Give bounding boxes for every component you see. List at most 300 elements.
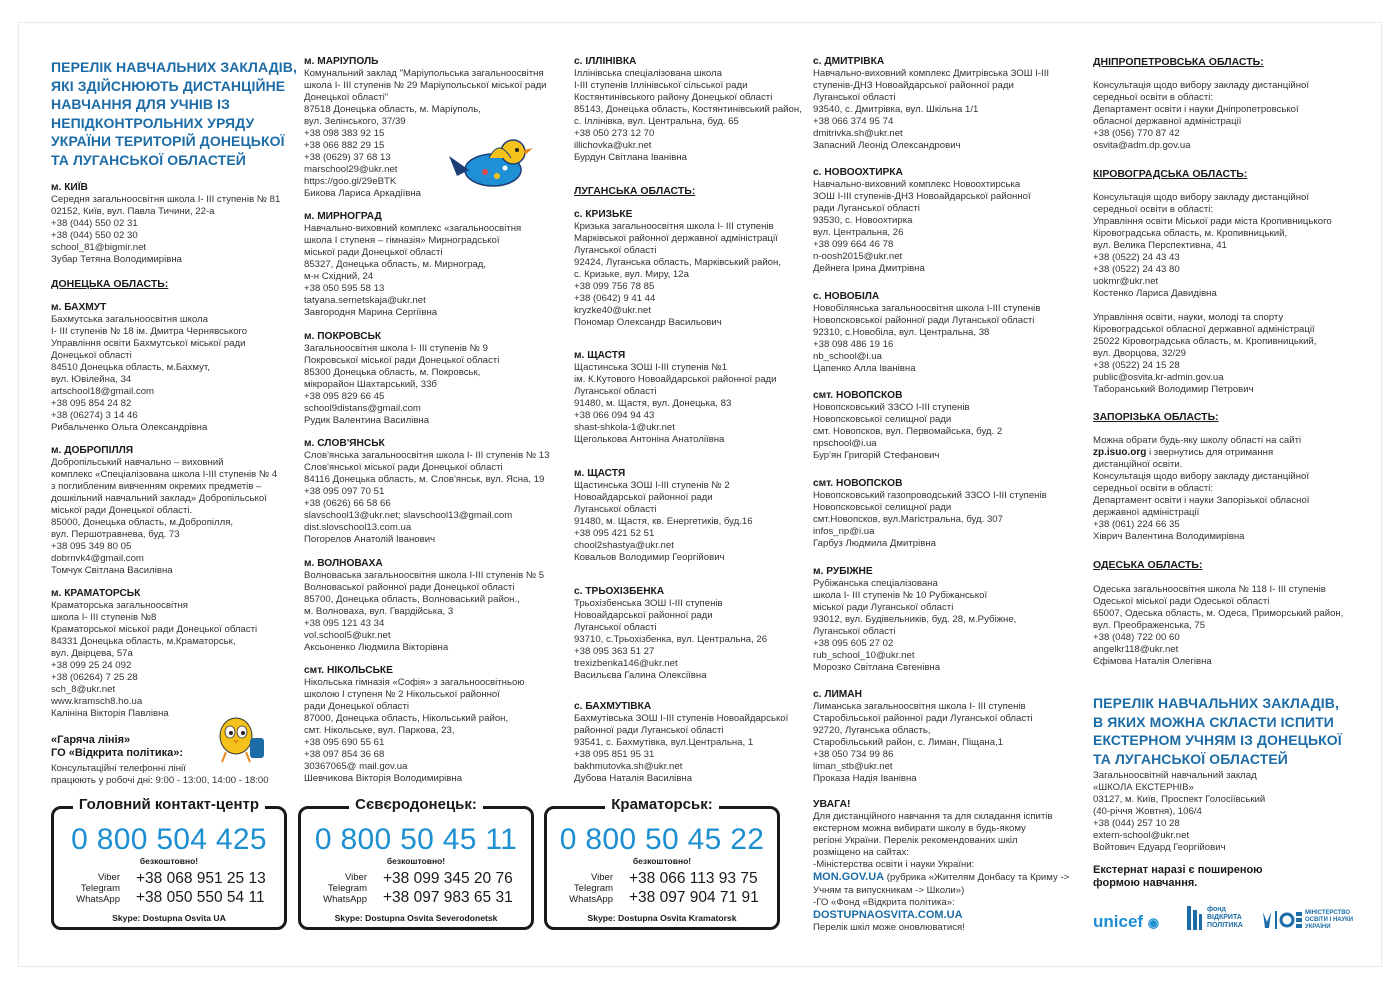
box-title	[54, 796, 284, 814]
entry-line: +38 095 363 51 27	[574, 646, 655, 657]
entry-pokrovsk	[304, 331, 499, 427]
entry-line: Костянтинівського району Донецької області	[574, 92, 773, 103]
entry-city: с. НОВОБІЛА	[813, 291, 880, 302]
entry-line: +38 (044) 550 02 31	[51, 218, 138, 229]
text-line: працюють у робочі дні: 9:00 - 13:00, 14:00 - 18:00	[51, 775, 269, 786]
text-line: -ГО «Фонд «Відкрита політика»:	[813, 896, 955, 908]
free-label: безкоштовно!	[139, 856, 199, 866]
warning-lines-mid	[813, 885, 1088, 909]
text-line: екстерном можна вибирати школу в будь-якому	[813, 823, 1026, 835]
entry-line: Войтович Едуард Георгійович	[1093, 842, 1226, 853]
vp-logo-text	[1207, 906, 1243, 930]
entry-line: Шевчикова Вікторія Володимирівна	[304, 773, 463, 784]
vidkryta-polityka-logo	[1185, 902, 1251, 934]
entry-line: +38 050 273 12 70	[574, 128, 655, 139]
entry-line: Управління освіти, науки, молоді та спорту	[1093, 312, 1284, 323]
skype-id: Skype: Dostupna Osvita Kramatorsk	[587, 913, 737, 923]
site-zp-isuo-link[interactable]: zp.isuo.org	[1093, 447, 1147, 458]
entry-line: Нікольська гімназія «Софія» з загальноосвітньою	[304, 677, 525, 688]
entry-line[interactable]: sch_8@ukr.net	[51, 684, 116, 695]
entry-line: вул. Зелінського, 37/39	[304, 116, 406, 127]
mon-logo-text	[1305, 910, 1363, 931]
region-odesa: ОДЕСЬКА ОБЛАСТЬ:	[1093, 559, 1203, 571]
entry-line: Консультація щодо вибору закладу дистанційної	[1093, 80, 1310, 91]
entry-line: міської ради Донецької області	[304, 247, 443, 258]
entry-city: м. ЩАСТЯ	[574, 350, 626, 361]
messenger-number[interactable]: +38 097 904 71 91	[629, 889, 759, 906]
messenger-numbers[interactable]	[136, 869, 266, 907]
entry-line[interactable]: dmitrivka.sh@ukr.net	[813, 128, 903, 139]
entry-line: Луганської області	[574, 622, 657, 633]
entry-line: 85327, Донецька область, м. Мирноград,	[304, 259, 487, 270]
entry-line: школа I- III ступенів № 10 Рубіжанської	[813, 590, 988, 601]
entry-line: Марківської районної державної адміністрації	[574, 233, 778, 244]
entry-trokhizbenka	[574, 586, 767, 682]
site-dostupnaosvita-link[interactable]: DOSTUPNAOSVITA.COM.UA	[813, 908, 963, 921]
entry-line: +38 099 664 46 78	[813, 239, 894, 250]
entry-line: ім. К.Кутового Новоайдарської районної ради	[574, 374, 777, 385]
entry-kirovohrad-1	[1093, 192, 1332, 300]
entry-line: Новопсковської селищної ради	[813, 502, 952, 513]
entry-line: 84116 Донецька область, м. Слов'янськ, вул. Ясна, 19	[304, 474, 545, 485]
entry-line: районної ради Луганської області	[574, 725, 724, 736]
mon-emblem-icon	[1259, 908, 1303, 932]
entry-ilinivka	[574, 56, 802, 164]
entry-line[interactable]: rub_school_10@ukr.net	[813, 650, 915, 661]
entry-line: Волноваської районної ради Донецької області	[304, 582, 515, 593]
mon-logo	[1259, 908, 1363, 932]
entry-line: 92720, Луганська область,	[813, 725, 931, 736]
entry-city: м. ЩАСТЯ	[574, 468, 626, 479]
entry-line[interactable]: school9distans@gmail.com	[304, 403, 421, 414]
text-line: Учням та випускникам -> Школи»)	[813, 884, 965, 896]
entry-line: Щеголькова Антоніна Анатоліївна	[574, 434, 725, 445]
text-line: Консультація щодо вибору закладу дистанційної	[1093, 471, 1310, 482]
region-dnipro: ДНІПРОПЕТРОВСЬКА ОБЛАСТЬ:	[1093, 56, 1264, 68]
unicef-logo: unicef ◉	[1093, 912, 1160, 931]
box-title-text: Краматорськ:	[605, 796, 718, 813]
entry-extern-school	[1093, 770, 1265, 854]
entry-line: Загальноосвітній навчальний заклад	[1093, 770, 1257, 781]
text-line: середньої освіти в області:	[1093, 483, 1214, 494]
entry-line: мікрорайон Шахтарський, 33б	[304, 379, 437, 390]
entry-line: Донецької області	[51, 350, 132, 361]
text-line: МІНІСТЕРСТВО	[1305, 910, 1351, 916]
entry-city: м. БАХМУТ	[51, 302, 107, 313]
hotline-text	[51, 763, 269, 787]
entry-line[interactable]: chool2shastya@ukr.net	[574, 540, 674, 551]
entry-line: школою I ступеня № 2 Нікольської районної	[304, 689, 500, 700]
entry-line: Новоайдарської районної ради	[574, 610, 713, 621]
entry-city: смт. НОВОПСКОВ	[813, 478, 903, 489]
entry-line[interactable]: nb_school@i.ua	[813, 351, 882, 362]
entry-line: 92310, с.Новобіла, вул. Центральна, 38	[813, 327, 990, 338]
entry-line: 85143, Донецька область, Костянтинівський район,	[574, 104, 802, 115]
entry-line: м-н Східний, 24	[304, 271, 374, 282]
messenger-numbers[interactable]	[383, 869, 513, 907]
entry-sloviansk	[304, 438, 549, 546]
hotline-phone[interactable]: 0 800 50 45 11	[314, 823, 518, 856]
entry-line[interactable]: trexizbenka146@ukr.net	[574, 658, 678, 669]
entry-line[interactable]: uokmr@ukr.net	[1093, 276, 1159, 287]
entry-line: Бахмутська загальноосвітня школа	[51, 314, 208, 325]
entry-line: Старобільський район, с. Лиман, Піщана,1	[813, 737, 1004, 748]
entry-city: с. ІЛЛІНІВКА	[574, 56, 637, 67]
entry-line[interactable]: kryzke40@ukr.net	[574, 305, 651, 316]
entry-line: +38 (0626) 66 58 66	[304, 498, 391, 509]
entry-line: +38 (0642) 9 41 44	[574, 293, 656, 304]
entry-line: з поглибленим вивченням окремих предметів –	[51, 481, 262, 492]
entry-line: Ковальов Володимир Георгійович	[574, 552, 725, 563]
entry-dmytrivka	[813, 56, 1049, 152]
free-label: безкоштовно!	[632, 856, 692, 866]
messenger-apps	[557, 872, 613, 905]
entry-line: Добропільський навчально – виховний	[51, 457, 224, 468]
entry-line: Проказа Надія Іванівна	[813, 773, 917, 784]
entry-line: Луганської області	[574, 386, 657, 397]
entry-line: Середня загальноосвітня школа I- III ступенів № 81	[51, 194, 281, 205]
entry-line: Морозко Світлана Євгенівна	[813, 662, 941, 673]
entry-line: середньої освіти в області:	[1093, 92, 1214, 103]
entry-line[interactable]: school_81@bigmir.net	[51, 242, 147, 253]
entry-line: Волноваська загальноосвітня школа I-III ступенів № 5	[304, 570, 545, 581]
entry-line: школа I- III ступенів №8	[51, 612, 157, 623]
entry-line: Єфімова Наталія Олегівна	[1093, 656, 1212, 667]
box-title	[547, 796, 777, 814]
entry-line: (40-річчя Жовтня), 106/4	[1093, 806, 1202, 817]
entry-line: вул. Двірцева, 57а	[51, 648, 133, 659]
messenger-app-name: WhatsApp	[76, 894, 120, 905]
entry-line: вул. Ювілейна, 34	[51, 374, 132, 385]
extern-title	[1093, 694, 1363, 768]
entry-line: Лиманська загальноосвітня школа I- III ступенів	[813, 701, 1026, 712]
hotline-phone[interactable]: 0 800 504 425	[71, 823, 267, 856]
extern-note	[1093, 864, 1263, 890]
text-line: ПЕРЕЛІК НАВЧАЛЬНИХ ЗАКЛАДІВ,	[51, 59, 297, 75]
entry-line: Комунальний заклад "Маріупольська загальноосвітня	[304, 68, 544, 79]
entry-line: 93710, с.Трьохізбенка, вул. Центральна, 26	[574, 634, 768, 645]
text-line: ГО «Відкрита політика»:	[51, 747, 184, 759]
hotline-title	[51, 734, 183, 760]
entry-line[interactable]: 30367065@ mail.gov.ua	[304, 761, 408, 772]
entry-line: Томчук Світлана Василівна	[51, 565, 173, 576]
messenger-apps	[64, 872, 120, 905]
entry-line: Луганської області	[574, 504, 657, 515]
text-line: регіоні України. Перелік рекомендованих шкіл	[813, 835, 1018, 847]
entry-nikolske	[304, 665, 525, 785]
entry-line: 91480, м. Щастя, вул. Донецька, 83	[574, 398, 732, 409]
messenger-number[interactable]: +38 066 113 93 75	[629, 870, 758, 887]
entry-line: Дейнега Ірина Дмитрівна	[813, 263, 925, 274]
entry-line: 84510 Донецька область, м.Бахмут,	[51, 362, 210, 373]
entry-line[interactable]: slavschool13@ukr.net; slavschool13@gmail.com	[304, 510, 513, 521]
entry-line: Погорелов Анатолій Іванович	[304, 534, 436, 545]
box-title-text: Сєвєродонецьк:	[349, 796, 483, 813]
entry-line: Таборанський Володимир Петрович	[1093, 384, 1254, 395]
entry-line: Дубова Наталія Василівна	[574, 773, 693, 784]
messenger-app-name: Viber	[590, 872, 613, 883]
entry-line: 93540, с. Дмитрівка, вул. Шкільна 1/1	[813, 104, 979, 115]
entry-line: Гарбуз Людмила Дмитрівна	[813, 538, 936, 549]
entry-line[interactable]: shast-shkola-1@ukr.net	[574, 422, 675, 433]
messenger-number[interactable]: +38 097 983 65 31	[383, 889, 513, 906]
entry-line[interactable]: osvita@adm.dp.gov.ua	[1093, 140, 1191, 151]
entry-line[interactable]: illichovka@ukr.net	[574, 140, 652, 151]
entry-bakhmut	[51, 302, 247, 434]
entry-line: 93530, с. Новоохтирка	[813, 215, 913, 226]
entry-line[interactable]: bakhmutovka.sh@ukr.net	[574, 761, 683, 772]
entry-line: 85300 Донецька область, м. Покровськ,	[304, 367, 481, 378]
entry-line: Кризька загальноосвітня школа I- III ступенів	[574, 221, 774, 232]
entry-city: с. ДМИТРІВКА	[813, 56, 885, 67]
entry-line: Одеська загальноосвітня школа № 118 I- III ступенів	[1093, 584, 1326, 595]
entry-line: +38 098 383 92 15	[304, 128, 385, 139]
entry-city: м. ВОЛНОВАХА	[304, 558, 383, 569]
text-line: ВІДКРИТА	[1207, 914, 1242, 921]
entry-line: ради Луганської області	[813, 203, 920, 214]
free-label: безкоштовно!	[386, 856, 446, 866]
entry-line[interactable]: angelkr118@ukr.net	[1093, 644, 1179, 655]
hotline-phone[interactable]: 0 800 50 45 22	[559, 823, 765, 856]
skype-id: Skype: Dostupna Osvita Severodonetsk	[334, 913, 498, 923]
entry-line[interactable]: n-oosh2015@ukr.net	[813, 251, 903, 262]
entry-line: школа I- III ступенів № 29 Маріупольської міської ради	[304, 80, 547, 91]
text-line: державної адміністрації	[1093, 507, 1200, 518]
entry-line: 87518 Донецька область, м. Маріуполь,	[304, 104, 481, 115]
entry-line: вул. Дворцова, 32/29	[1093, 348, 1186, 359]
entry-volnovakha	[304, 558, 544, 654]
entry-line: вул. Першотравнева, буд. 73	[51, 529, 180, 540]
entry-city: смт. НІКОЛЬСЬКЕ	[304, 665, 393, 676]
entry-line[interactable]: www.kramsch8.ho.ua	[51, 696, 143, 707]
entry-line[interactable]: extern-school@ukr.net	[1093, 830, 1190, 841]
text-line: ПОЛІТИКА	[1207, 922, 1243, 929]
messenger-app-name: Viber	[344, 872, 367, 883]
entry-line: +38 095 851 95 31	[574, 749, 655, 760]
zaporizhzhia-line-2-rest: і звернутись для отримання	[1146, 447, 1274, 458]
entry-line: Одеської міської ради Одеської області	[1093, 596, 1270, 607]
entry-line: +38 099 756 78 85	[574, 281, 655, 292]
entry-line: +38 (06274) 3 14 46	[51, 410, 138, 421]
entry-line: Консультація щодо вибору закладу дистанційної	[1093, 192, 1310, 203]
box-title-text: Головний контакт-центр	[73, 796, 265, 813]
entry-line: +38 (06264) 7 25 28	[51, 672, 138, 683]
entry-line: вул. Велика Перспективна, 41	[1093, 240, 1227, 251]
entry-line: Слов'янської міської ради Донецької області	[304, 462, 503, 473]
vp-emblem-icon	[1185, 902, 1203, 932]
entry-city: смт. НОВОПСКОВ	[813, 390, 903, 401]
entry-line: Новопсковської селищної ради	[813, 414, 952, 425]
entry-line: Новоайдарської районної ради	[574, 492, 713, 503]
text-line: фонд	[1207, 906, 1226, 913]
entry-line: Пономар Олександр Васильович	[574, 317, 722, 328]
entry-city: м. СЛОВ'ЯНСЬК	[304, 438, 385, 449]
entry-line[interactable]: https://goo.gl/29eBTK	[304, 176, 397, 187]
entry-shchastia-2	[574, 468, 753, 564]
entry-line: +38 (0522) 24 43 43	[1093, 252, 1180, 263]
entry-line: Запасний Леонід Олександрович	[813, 140, 961, 151]
entry-line[interactable]: marschool29@ukr.net	[304, 164, 398, 175]
messenger-number[interactable]: +38 050 550 54 11	[136, 889, 265, 906]
entry-city: м. ДОБРОПІЛЛЯ	[51, 445, 134, 456]
entry-line: 87000, Донецька область, Нікольський район,	[304, 713, 509, 724]
entry-line: Слов'янська загальноосвітня школа I- III ступенів № 13	[304, 450, 550, 461]
text-line: -Міністерства освіти і науки України:	[813, 859, 975, 871]
entry-line: Новопсковський газопроводський ЗЗСО I-III ступенів	[813, 490, 1047, 501]
entry-line: Щастинська ЗОШ I-III ступенів № 2	[574, 480, 730, 491]
entry-line: 84331 Донецька область, м.Краматорськ,	[51, 636, 236, 647]
box-title	[301, 796, 531, 814]
entry-line: 85000, Донецька область, м.Добропілля,	[51, 517, 234, 528]
messenger-app-name: WhatsApp	[569, 894, 613, 905]
text-line: Департамент освіти і науки Запорізької обласної	[1093, 495, 1310, 506]
entry-line: 03127, м. Київ, Проспект Голосіївський	[1093, 794, 1266, 805]
entry-line: школа I ступеня – гімназія» Мирноградської	[304, 235, 500, 246]
entry-line: Новопсковської районної ради Луганської області	[813, 315, 1035, 326]
entry-novookhtyrka	[813, 167, 1031, 275]
entry-line[interactable]: npschool@i.ua	[813, 438, 877, 449]
text-line: ЯКІ ЗДІЙСНЮЮТЬ ДИСТАНЦІЙНЕ	[51, 77, 286, 94]
entry-line: 65007, Одеська область, м. Одеса, Приморський район,	[1093, 608, 1344, 619]
entry-line: I- III ступенів № 18 ім. Дмитра Чернявського	[51, 326, 248, 337]
entry-rubizhne	[813, 566, 1016, 674]
entry-line: 91480, м. Щастя, кв. Енергетиків, буд.16	[574, 516, 753, 527]
entry-line: смт. Новопсков, вул. Первомайська, буд. 2	[813, 426, 1003, 437]
entry-line: +38 (056) 770 87 42	[1093, 128, 1180, 139]
entry-line: 93541, с. Бахмутівка, вул.Центральна, 1	[574, 737, 754, 748]
text-line: ПЕРЕЛІК НАВЧАЛЬНИХ ЗАКЛАДІВ,	[1093, 695, 1339, 711]
entry-line: Іллінівська спеціалізована школа	[574, 68, 722, 79]
entry-city: м. МАРІУПОЛЬ	[304, 56, 379, 67]
entry-line: Навчально-виховний комплекс Дмитрівська ЗОШ I-III	[813, 68, 1050, 79]
entry-line: Луганської області	[574, 245, 657, 256]
entry-line: Луганської області	[813, 626, 896, 637]
entry-line[interactable]: tatyana.sernetskaja@ukr.net	[304, 295, 426, 306]
entry-line: ЗОШ I-III ступенів-ДНЗ Новоайдарської районної	[813, 191, 1031, 202]
entry-line: смт. Нікольське, вул. Паркова, 23,	[304, 725, 455, 736]
entry-line: Донецької області"	[304, 92, 389, 103]
entry-novopskov-2	[813, 478, 1047, 550]
entry-line: 85700, Донецька область, Волноваський район.,	[304, 594, 520, 605]
entry-line: +38 095 121 43 34	[304, 618, 385, 629]
mascot-illustration	[206, 708, 268, 766]
messenger-app-name: Viber	[97, 872, 120, 883]
region-zaporizhzhia: ЗАПОРІЗЬКА ОБЛАСТЬ:	[1093, 411, 1219, 423]
skype-id: Skype: Dostupna Osvita UA	[112, 913, 226, 923]
text-line: розміщено на сайтах:	[813, 847, 909, 859]
entry-city: м. КИЇВ	[51, 182, 88, 193]
entry-line: комплекс «Спеціалізована школа I-III ступенів № 4	[51, 469, 278, 480]
entry-line: +38 095 097 70 51	[304, 486, 385, 497]
entry-line: Зубар Тетяна Володимирівна	[51, 254, 182, 265]
warning-text	[813, 811, 1088, 934]
entry-line: Загальноосвітня школа I- III ступенів № 9	[304, 343, 488, 354]
entry-line: +38 095 421 52 51	[574, 528, 655, 539]
entry-kirovohrad-2	[1093, 312, 1316, 396]
entry-city: с. НОВООХТИРКА	[813, 167, 903, 178]
partner-logos	[1093, 898, 1363, 938]
text-line: НЕПІДКОНТРОЛЬНИХ УРЯДУ	[51, 114, 255, 131]
messenger-number[interactable]: +38 099 345 20 76	[383, 870, 513, 887]
entry-line: міської ради Донецької області.	[51, 505, 193, 516]
entry-line: с. Іллінівка, вул. Центральна, буд. 65	[574, 116, 739, 127]
entry-line: +38 (0522) 24 43 80	[1093, 264, 1180, 275]
entry-line: вул. Преображенська, 75	[1093, 620, 1206, 631]
text-line: В ЯКИХ МОЖНА СКЛАСТИ ІСПИТИ	[1093, 713, 1334, 730]
unicef-logo-text: unicef	[1093, 912, 1144, 931]
site-mon-link[interactable]: MON.GOV.UA	[813, 871, 885, 884]
entry-line: +38 095 854 24 82	[51, 398, 132, 409]
entry-line: 92424, Луганська область, Марківський район,	[574, 257, 781, 268]
messenger-numbers[interactable]	[629, 869, 759, 907]
entry-line: ради Донецької області	[304, 701, 409, 712]
entry-line: 93012, вул. Будівельників, буд. 28, м.Рубіжне,	[813, 614, 1017, 625]
warning-last-line: Перелік шкіл може оновлюватися!	[813, 921, 965, 933]
entry-line: м. Волноваха, вул. Гвардійська, 3	[304, 606, 454, 617]
entry-line: Аксьоненко Людмила Вікторівна	[304, 642, 449, 653]
entry-line: +38 095 829 66 45	[304, 391, 385, 402]
entry-line: +38 050 734 99 86	[813, 749, 894, 760]
entry-line: +38 066 094 94 43	[574, 410, 655, 421]
entry-line: 25022 Кіровоградська область, м. Кропивницький,	[1093, 336, 1317, 347]
entry-line: Костенко Лариса Давидівна	[1093, 288, 1217, 299]
text-line: дистанційної освіти.	[1093, 459, 1183, 470]
entry-city: с. ТРЬОХІЗБЕНКА	[574, 586, 665, 597]
text-line: формою навчання.	[1093, 877, 1198, 889]
entry-line[interactable]: dist.slovschool13.com.ua	[304, 522, 412, 533]
entry-line[interactable]: public@osvita.kr-admin.gov.ua	[1093, 372, 1224, 383]
entry-lyman	[813, 689, 1033, 785]
entry-line: Старобільської районної ради Луганської області	[813, 713, 1033, 724]
text-line: УКРАЇНИ ТЕРИТОРІЙ ДОНЕЦЬКОЇ	[51, 133, 285, 149]
entry-line[interactable]: liman_stb@ukr.net	[813, 761, 893, 772]
messenger-number[interactable]: +38 068 951 25 13	[136, 870, 266, 887]
entry-kryzke	[574, 209, 781, 329]
entry-line: Кіровоградської обласної державної адміністрації	[1093, 324, 1315, 335]
entry-line: Бурдун Світлана Іванівна	[574, 152, 687, 163]
entry-line: Цапенко Алла Іванівна	[813, 363, 916, 374]
entry-line: Краматорської міської ради Донецької області	[51, 624, 258, 635]
entry-city: м. РУБІЖНЕ	[813, 566, 873, 577]
entry-line: Трьохізбенська ЗОШ I-III ступенів	[574, 598, 723, 609]
entry-city: с. БАХМУТІВКА	[574, 701, 652, 712]
entry-city: м. КРАМАТОРСЬК	[51, 588, 141, 599]
entry-line[interactable]: dobrnvk4@gmail.com	[51, 553, 144, 564]
entry-line: Новопсковський ЗЗСО I-III ступенів	[813, 402, 970, 413]
entry-line: Луганської області	[813, 92, 896, 103]
entry-line: Департамент освіти і науки Дніпропетровської	[1093, 104, 1299, 115]
entry-zaporizhzhia	[1093, 435, 1309, 543]
messenger-app-name: Telegram	[80, 883, 120, 894]
entry-line: +38 098 486 19 16	[813, 339, 894, 350]
text-line: Екстернат наразі є поширеною	[1093, 864, 1263, 876]
entry-line: +38 (044) 257 10 28	[1093, 818, 1180, 829]
zaporizhzhia-lines	[1093, 459, 1309, 543]
entry-line[interactable]: artschool18@gmail.com	[51, 386, 155, 397]
region-kirovohrad: КІРОВОГРАДСЬКА ОБЛАСТЬ:	[1093, 168, 1248, 180]
entry-line: Калініна Вікторія Павлівна	[51, 708, 169, 719]
entry-line: 02152, Київ, вул. Павла Тичини, 22-а	[51, 206, 215, 217]
entry-line: Кіровоградська область, м. Кропивницький,	[1093, 228, 1288, 239]
entry-novopskov-1	[813, 390, 1002, 462]
entry-dnipro	[1093, 80, 1309, 152]
text-line: «Гаряча лінія»	[51, 734, 131, 746]
entry-line: +38 (0629) 37 68 13	[304, 152, 391, 163]
entry-line: обласної державної адміністрації	[1093, 116, 1242, 127]
entry-line: +38 (0522) 24 15 28	[1093, 360, 1180, 371]
entry-line[interactable]: infos_np@i.ua	[813, 526, 875, 537]
entry-line[interactable]: vol.school5@ukr.net	[304, 630, 391, 641]
